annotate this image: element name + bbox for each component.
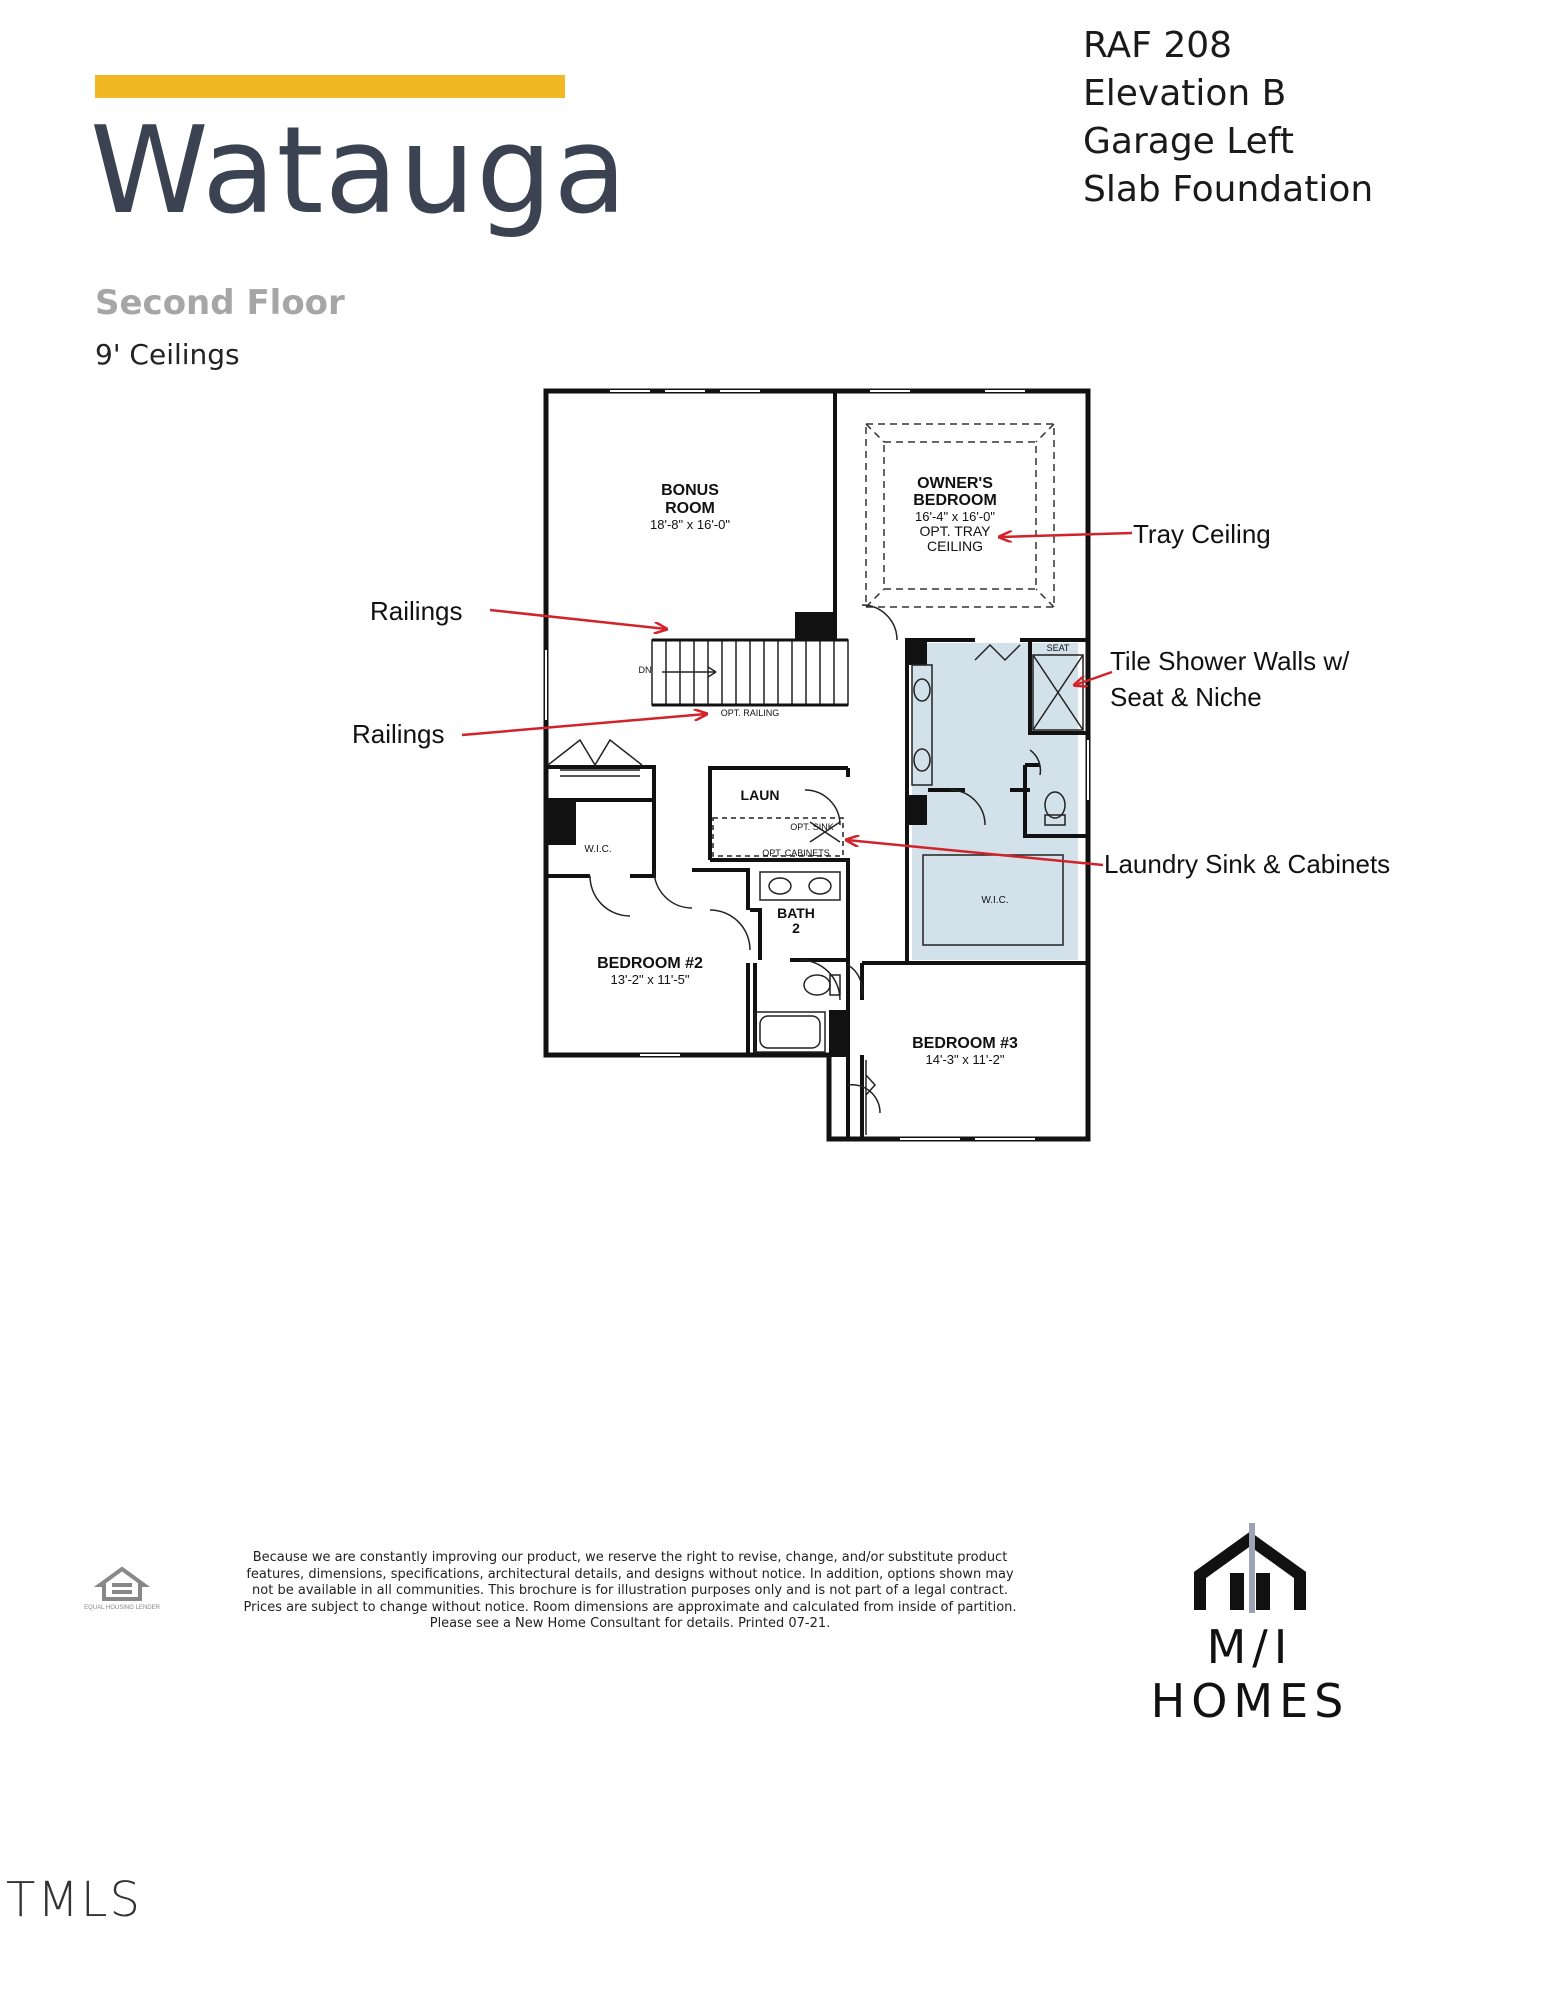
owner-bedroom-label-2: BEDROOM: [913, 492, 997, 509]
laundry-label: LAUN: [740, 787, 780, 803]
callout-railings-1: Railings: [370, 596, 463, 626]
callout-tray-ceiling: Tray Ceiling: [1133, 519, 1271, 549]
spec-foundation: Slab Foundation: [1083, 169, 1374, 210]
eho-label: EQUAL HOUSING LENDER: [84, 1605, 160, 1611]
owner-opt-ceiling: CEILING: [926, 538, 984, 554]
interior-wall: [546, 767, 654, 800]
opt-railing-label: OPT. RAILING: [720, 708, 780, 718]
callout-arrow: [462, 714, 706, 735]
legal-disclaimer: Because we are constantly improving our product, we reserve the right to revise, change, and/or substitute product features, dimensions, specifications, architectural details, and designs without notice. In addition, options shown may not be available in all communities. This brochure is for illustration purposes only and is not part of a legal contract. Prices are subject to change without notice. Room dimensions are approximate and calculated from inside of partition. Please see a New Home Consultant for details. Printed 07-21.: [243, 1550, 1017, 1631]
brand-name: M/I HOMES: [1150, 1620, 1350, 1728]
spec-plan-code: RAF 208: [1083, 25, 1233, 66]
bonus-room-label-2: ROOM: [665, 500, 715, 517]
owner-wic-label: W.I.C.: [981, 895, 1009, 906]
owner-bath-fill: [912, 643, 1078, 960]
spec-elevation: Elevation B: [1083, 73, 1287, 114]
stairs-dn-label: DN: [638, 665, 652, 675]
owner-bedroom-dim: 16'-4" x 16'-0": [915, 509, 995, 524]
bonus-room-dim: 18'-8" x 16'-0": [650, 517, 730, 532]
bedroom2-label: BEDROOM #2: [597, 955, 703, 972]
floor-subtitle: Second Floor: [95, 283, 345, 323]
ceiling-height: 9' Ceilings: [95, 338, 240, 371]
mls-watermark: TMLS: [6, 1872, 142, 1928]
owner-opt-tray: OPT. TRAY: [919, 523, 991, 539]
callout-arrow: [1000, 533, 1132, 537]
callout-tile-shower-1: Tile Shower Walls w/: [1110, 646, 1350, 676]
bedroom3-dim: 14'-3" x 11'-2": [925, 1052, 1005, 1067]
owner-bedroom-label: OWNER'S: [917, 475, 993, 492]
bedroom3-label: BEDROOM #3: [912, 1035, 1018, 1052]
page-title: Watauga: [90, 102, 628, 241]
bath2-number: 2: [792, 920, 800, 936]
callout-arrow: [1075, 672, 1112, 685]
callout-laundry: Laundry Sink & Cabinets: [1104, 849, 1391, 879]
bonus-room-label: BONUS: [661, 482, 719, 499]
spec-garage: Garage Left: [1083, 121, 1294, 162]
shower-seat-label: SEAT: [1046, 643, 1070, 653]
opt-cabinets-label: OPT. CABINETS: [762, 848, 830, 858]
equal-housing-logo: [84, 1563, 160, 1615]
callout-tile-shower-2: Seat & Niche: [1110, 682, 1262, 712]
bedroom2-dim: 13'-2" x 11'-5": [610, 972, 690, 987]
opt-sink-label: OPT. SINK: [790, 822, 834, 832]
interior-wall: [546, 870, 748, 910]
callout-arrow: [490, 610, 666, 629]
interior-wall: [710, 768, 848, 860]
bed2-wic-label: W.I.C.: [584, 844, 612, 855]
callout-railings-2: Railings: [352, 719, 445, 749]
bath2-label: BATH: [777, 905, 815, 921]
